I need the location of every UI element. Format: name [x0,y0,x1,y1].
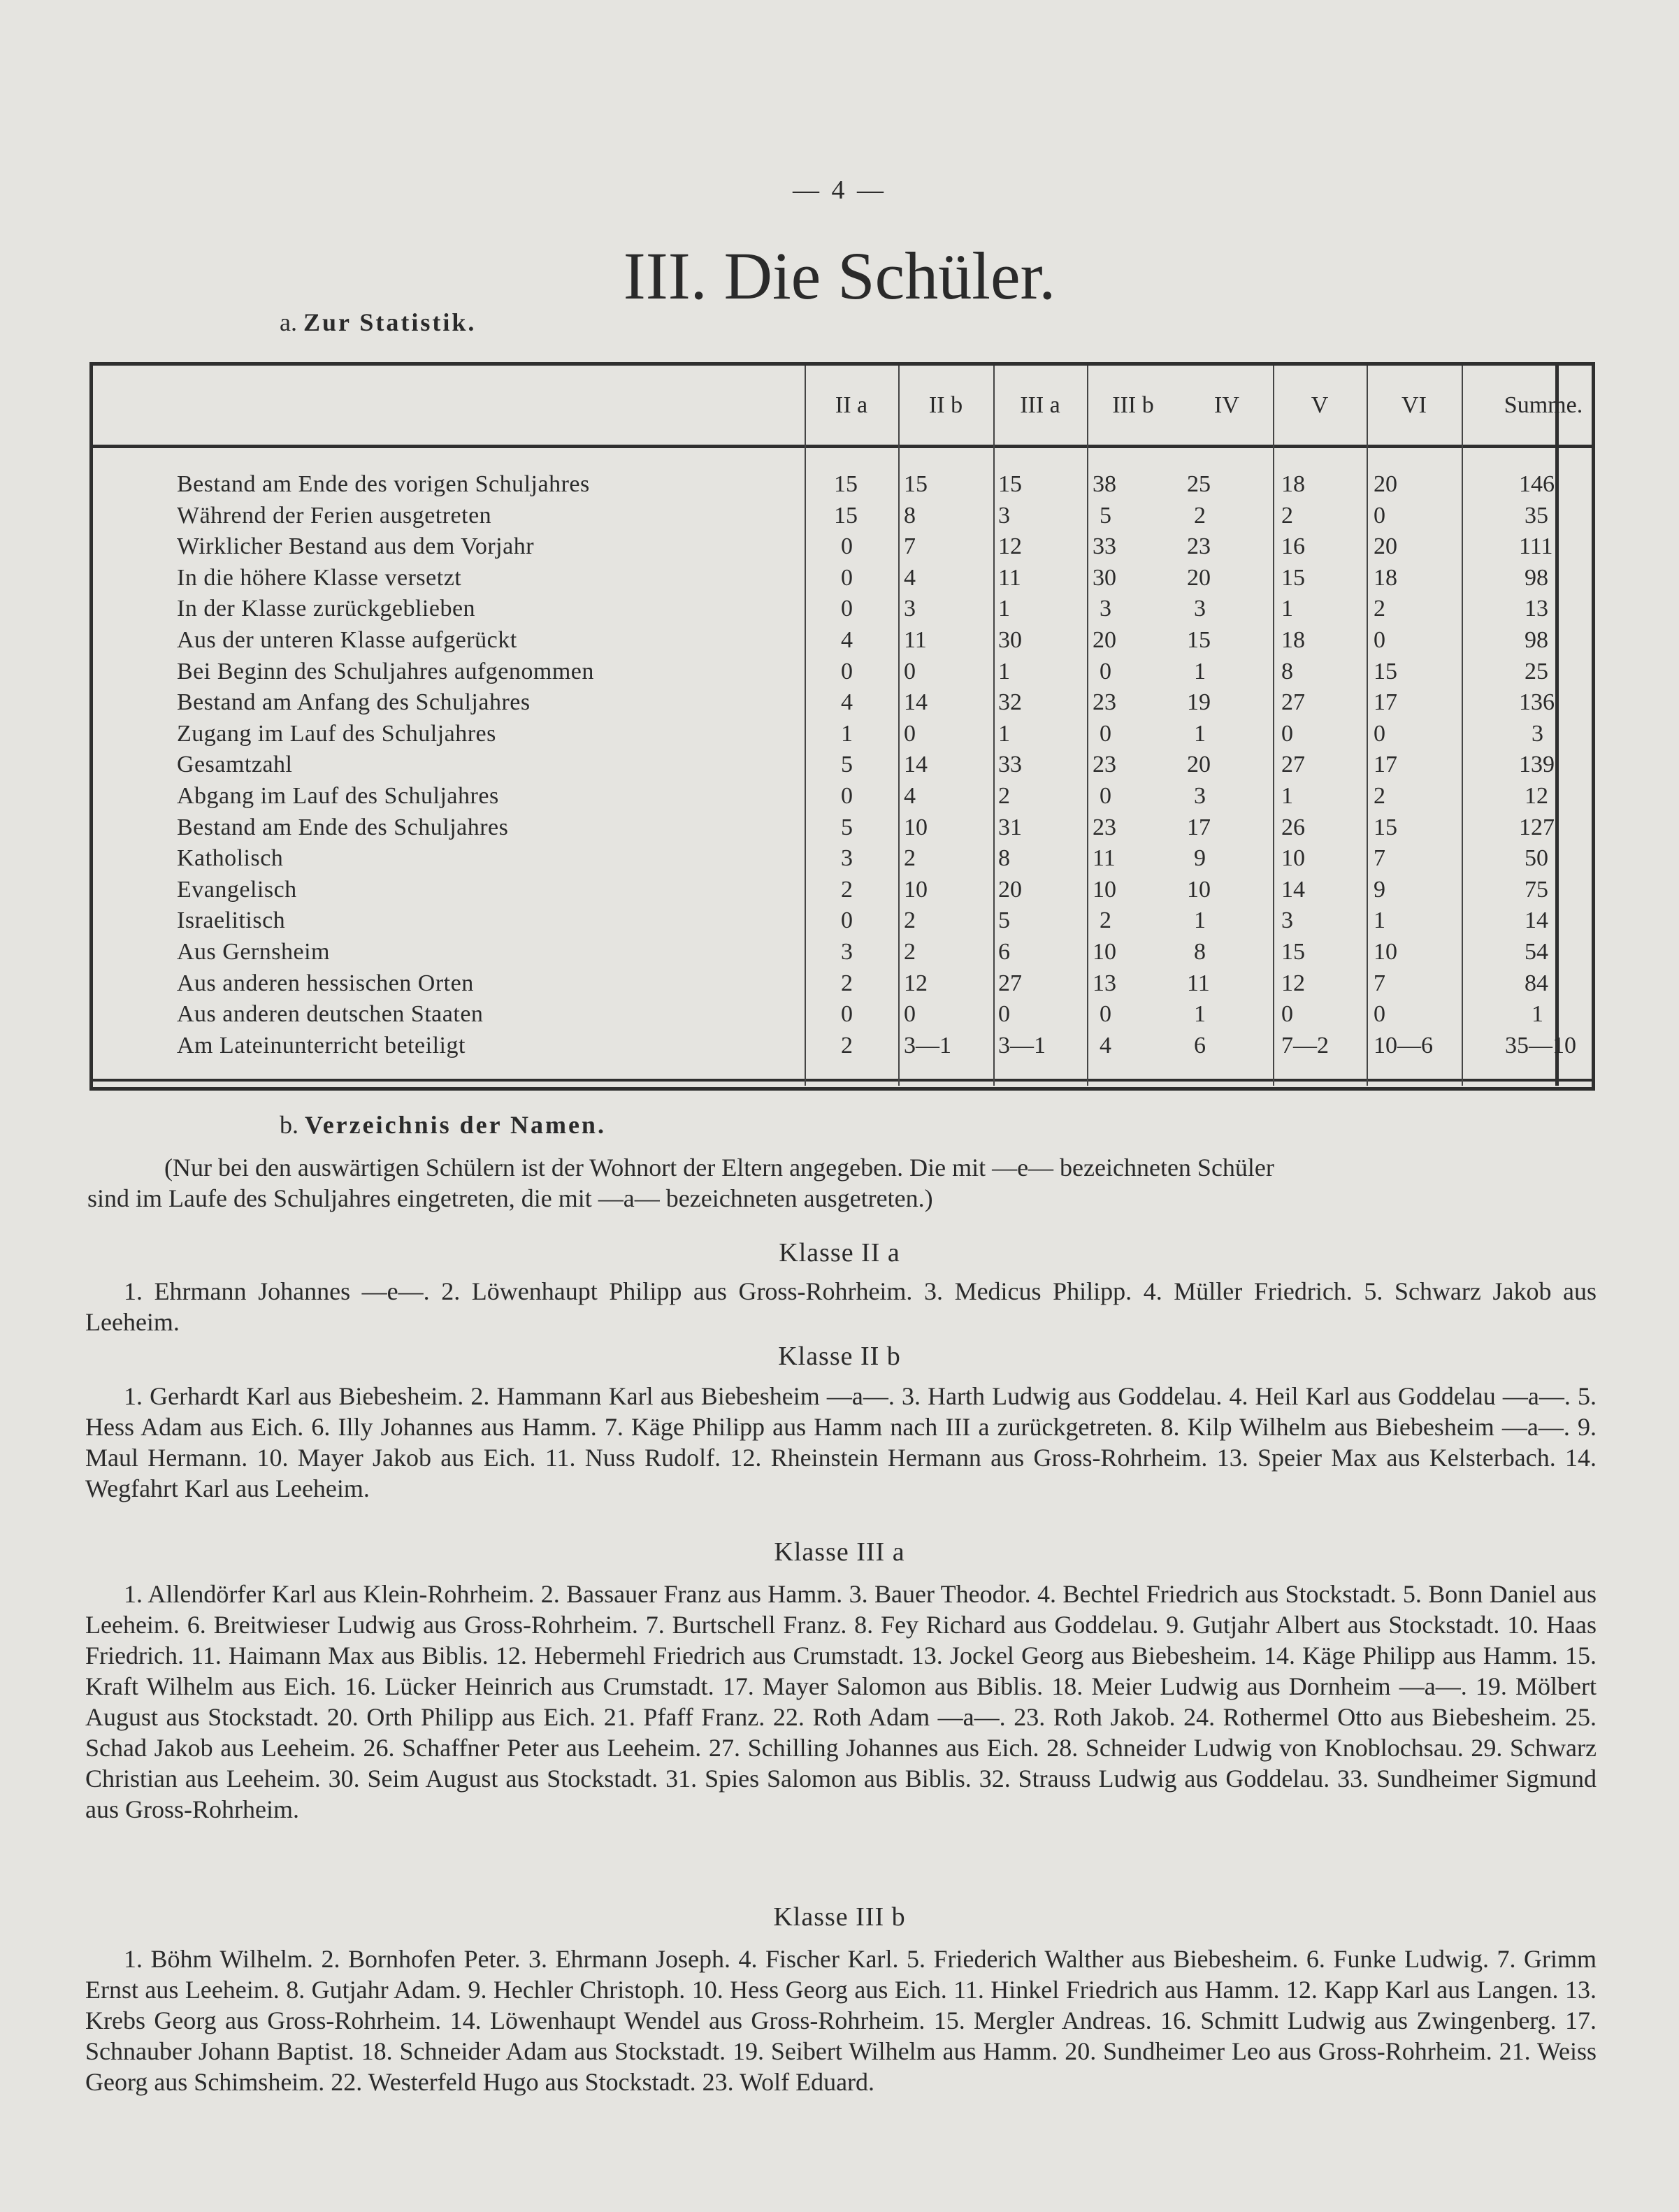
table-cell: 38 [1093,471,1116,497]
table-cell: 13 [1093,970,1116,996]
table-cell: 3—1 [904,1032,951,1058]
table-cell: 27 [1281,752,1305,778]
table-cell: 15 [1281,939,1305,965]
names-iia: 1. Ehrmann Johannes —e—. 2. Löwenhaupt Philipp aus Gross-Rohrheim. 3. Medicus Philipp. 4. Müller Friedrich. 5. Schwarz Jakob aus Leeheim. [85,1277,1597,1336]
table-cell: 3—1 [998,1032,1046,1058]
table-cell: 75 [1525,876,1548,903]
table-cell: 20 [1374,533,1397,560]
table-cell: 1 [1194,907,1206,934]
table-cell: 13 [1525,596,1548,622]
table-cell: 3 [1100,596,1111,622]
table-cell: 2 [1194,502,1206,529]
table-cell: 0 [904,720,916,747]
column-header: VI [1401,392,1427,418]
page-title: III. Die Schüler. [623,238,1056,313]
table-cell: 35—10 [1505,1032,1576,1058]
table-cell: 1 [998,720,1010,747]
table-cell: 0 [1100,658,1111,684]
table-cell: 3 [841,845,853,872]
table-cell: 4 [841,689,853,716]
table-cell: 18 [1374,564,1397,591]
table-cell: 25 [1525,658,1548,684]
table-cell: 7 [904,533,916,560]
table-cell: 8 [1194,939,1206,965]
table-cell: 23 [1187,533,1211,560]
row-label: Bestand am Anfang des Schuljahres [177,689,531,716]
names-iib: 1. Gerhardt Karl aus Biebesheim. 2. Hammann Karl aus Biebesheim —a—. 3. Harth Ludwig aus Goddelau. 4. Heil Karl aus Goddelau —a—. 5. Hess Adam aus Eich. 6. Illy Johannes aus Hamm. 7. Käge Philipp aus Hamm nach III a zurückgetreten. 8. Kilp Wilhelm aus Biebesheim —a—. 9. Maul Hermann. 10. Mayer Jakob aus Eich. 11. Nuss Rudolf. 12. Rheinstein Hermann aus Gross-Rohrheim. 13. Speier Max aus Kelsterbach. 14. Wegfahrt Karl aus Leeheim. [85,1382,1597,1502]
table-cell: 15 [998,471,1022,497]
table-cell: 31 [998,814,1022,840]
table-cell: 5 [998,907,1010,934]
column-rule [993,366,995,1086]
table-cell: 14 [904,689,928,716]
table-cell: 1 [1281,783,1293,809]
column-header: III b [1112,392,1154,418]
table-cell: 1 [1532,1001,1543,1028]
table-cell: 0 [841,1001,853,1028]
row-label: Bestand am Ende des vorigen Schuljahres [177,471,590,497]
table-cell: 4 [904,783,916,809]
row-label: Katholisch [177,845,284,872]
table-cell: 0 [998,1001,1010,1028]
class-title-iiib: Klasse III b [773,1902,906,1932]
table-cell: 5 [841,752,853,778]
table-cell: 4 [904,564,916,591]
section-a-prefix: a. [280,308,297,336]
table-cell: 0 [1100,783,1111,809]
table-cell: 2 [1100,907,1111,934]
class-list-iiia [85,1579,1597,1825]
table-cell: 15 [1374,658,1397,684]
table-cell: 15 [834,502,858,529]
column-header: II a [835,392,868,418]
table-cell: 2 [841,970,853,996]
table-cell: 6 [1194,1032,1206,1058]
table-cell: 10 [1374,939,1397,965]
table-cell: 2 [904,939,916,965]
table-cell: 2 [998,783,1010,809]
table-cell: 10 [904,876,928,903]
table-cell: 0 [841,596,853,622]
names-iiib: 1. Böhm Wilhelm. 2. Bornhofen Peter. 3. Ehrmann Joseph. 4. Fischer Karl. 5. Friederich Walther aus Biebesheim. 6. Funke Ludwig. 7. Grimm Ernst aus Leeheim. 8. Gutjahr Adam. 9. Hechler Christoph. 10. Hess Georg aus Eich. 11. Hinkel Friedrich aus Hamm. 12. Kapp Karl aus Langen. 13. Krebs Georg aus Gross-Rohrheim. 14. Löwenhaupt Wendel aus Gross-Rohrheim. 15. Mergler Andreas. 16. Schmitt Ludwig aus Zwingenberg. 17. Schnauber Johann Baptist. 18. Schneider Adam aus Stockstadt. 19. Seibert Wilhelm aus Hamm. 20. Sundheimer Leo aus Gross-Rohrheim. 21. Weiss Georg aus Schimsheim. 22. Westerfeld Hugo aus Stockstadt. 23. Wolf Eduard. [85,1945,1597,2096]
table-cell: 33 [998,752,1022,778]
table-cell: 146 [1519,471,1555,497]
names-iiia: 1. Allendörfer Karl aus Klein-Rohrheim. 2. Bassauer Franz aus Hamm. 3. Bauer Theodor. 4. Bechtel Friedrich aus Stockstadt. 5. Bonn Daniel aus Leeheim. 6. Breitwieser Ludwig aus Gross-Rohrheim. 7. Burtschell Franz. 8. Fey Richard aus Goddelau. 9. Gutjahr Albert aus Stockstadt. 10. Haas Friedrich. 11. Haimann Max aus Biblis. 12. Hebermehl Friedrich aus Crumstadt. 13. Jockel Georg aus Biebesheim. 14. Käge Philipp aus Hamm. 15. Kraft Wilhelm aus Eich. 16. Lücker Heinrich aus Crumstadt. 17. Mayer Salomon aus Biblis. 18. Meier Ludwig aus Dornheim —a—. 19. Mölbert August aus Stockstadt. 20. Orth Philipp aus Eich. 21. Pfaff Franz. 22. Roth Adam —a—. 23. Roth Jakob. 24. Rothermel Otto aus Biebesheim. 25. Schad Jakob aus Leeheim. 26. Schaffner Peter aus Leeheim. 27. Schilling Johannes aus Eich. 28. Schneider Ludwig von Knoblochsau. 29. Schwarz Christian aus Leeheim. 30. Seim August aus Stockstadt. 31. Spies Salomon aus Biblis. 32. Strauss Ludwig aus Goddelau. 33. Sundheimer Sigmund aus Gross-Rohrheim. [85,1580,1597,1823]
table-cell: 33 [1093,533,1116,560]
table-cell: 20 [1374,471,1397,497]
row-label: Aus anderen deutschen Staaten [177,1001,484,1028]
table-cell: 20 [1093,627,1116,653]
table-cell: 6 [998,939,1010,965]
table-cell: 3 [1194,783,1206,809]
row-label: Wirklicher Bestand aus dem Vorjahr [177,533,535,560]
column-rule [1555,366,1559,1086]
table-cell: 2 [1281,502,1293,529]
row-label: Gesamtzahl [177,752,293,778]
column-rule [805,366,806,1086]
names-intro [87,1152,1595,1214]
table-cell: 127 [1519,814,1555,840]
table-cell: 3 [841,939,853,965]
table-cell: 9 [1374,876,1385,903]
table-cell: 7 [1374,970,1385,996]
table-cell: 0 [1374,502,1385,529]
table-cell: 0 [1100,720,1111,747]
section-b-prefix: b. [280,1111,298,1139]
table-cell: 11 [1093,845,1116,872]
table-cell: 2 [841,1032,853,1058]
class-title-iiia: Klasse III a [774,1537,905,1567]
column-rule [1462,366,1463,1086]
column-rule [1273,366,1274,1086]
page-number: — 4 — [793,175,886,205]
table-cell: 20 [1187,752,1211,778]
table-cell: 14 [1281,876,1305,903]
table-cell: 23 [1093,814,1116,840]
table-cell: 2 [904,845,916,872]
table-cell: 10 [1187,876,1211,903]
table-cell: 0 [841,783,853,809]
column-header: V [1311,392,1329,418]
table-cell: 30 [1093,564,1116,591]
table-cell: 98 [1525,627,1548,653]
table-cell: 12 [904,970,928,996]
table-cell: 3 [1194,596,1206,622]
table-cell: 54 [1525,939,1548,965]
table-cell: 0 [904,1001,916,1028]
row-label: Evangelisch [177,876,297,903]
table-cell: 14 [1525,907,1548,934]
table-cell: 20 [1187,564,1211,591]
table-cell: 0 [904,658,916,684]
column-header: III a [1020,392,1060,418]
table-cell: 35 [1525,502,1548,529]
table-cell: 2 [841,876,853,903]
table-cell: 2 [1374,783,1385,809]
table-cell: 17 [1374,689,1397,716]
table-cell: 0 [841,907,853,934]
table-cell: 12 [1281,970,1305,996]
table-cell: 32 [998,689,1022,716]
class-title-iib: Klasse II b [778,1342,901,1371]
table-cell: 27 [1281,689,1305,716]
table-cell: 10 [1093,876,1116,903]
table-cell: 0 [1100,1001,1111,1028]
table-cell: 11 [1187,970,1210,996]
table-cell: 1 [1194,658,1206,684]
table-cell: 7 [1374,845,1385,872]
table-cell: 8 [904,502,916,529]
table-cell: 27 [998,970,1022,996]
table-cell: 0 [1281,720,1293,747]
table-cell: 10—6 [1374,1032,1433,1058]
table-cell: 4 [1100,1032,1111,1058]
table-cell: 20 [998,876,1022,903]
row-label: Zugang im Lauf des Schuljahres [177,720,496,747]
row-label: Aus Gernsheim [177,939,330,965]
table-cell: 10 [1281,845,1305,872]
table-cell: 3 [998,502,1010,529]
class-list-iiib [85,1944,1597,2097]
table-cell: 50 [1525,845,1548,872]
table-cell: 11 [904,627,927,653]
table-cell: 1 [998,658,1010,684]
row-label: Bei Beginn des Schuljahres aufgenommen [177,658,594,684]
intro-line-2: sind im Laufe des Schuljahres eingetreten, die mit —a— bezeichneten ausgetreten.) [87,1184,933,1212]
table-cell: 17 [1187,814,1211,840]
table-cell: 8 [998,845,1010,872]
statistics-table [89,362,1595,1091]
table-cell: 3 [1532,720,1543,747]
table-cell: 1 [1194,1001,1206,1028]
table-cell: 23 [1093,752,1116,778]
row-label: In die höhere Klasse versetzt [177,564,462,591]
table-cell: 2 [904,907,916,934]
table-cell: 15 [1281,564,1305,591]
table-cell: 2 [1374,596,1385,622]
section-b-heading [280,1110,606,1140]
section-b-label: Verzeichnis der Namen. [305,1111,606,1139]
table-cell: 12 [1525,783,1548,809]
table-cell: 3 [1281,907,1293,934]
table-cell: 15 [834,471,858,497]
row-label: Während der Ferien ausgetreten [177,502,492,529]
row-label: Am Lateinunterricht beteiligt [177,1032,466,1058]
table-cell: 17 [1374,752,1397,778]
row-label: In der Klasse zurückgeblieben [177,596,476,622]
table-cell: 0 [841,564,853,591]
table-cell: 18 [1281,627,1305,653]
table-cell: 5 [1100,502,1111,529]
table-cell: 5 [841,814,853,840]
row-label: Aus anderen hessischen Orten [177,970,474,996]
table-cell: 1 [1374,907,1385,934]
table-cell: 0 [841,533,853,560]
table-cell: 25 [1187,471,1211,497]
column-rule [1087,366,1088,1086]
column-rule [898,366,900,1086]
table-cell: 0 [1374,627,1385,653]
table-cell: 10 [1093,939,1116,965]
table-cell: 136 [1519,689,1555,716]
table-cell: 14 [904,752,928,778]
table-cell: 15 [1187,627,1211,653]
table-cell: 26 [1281,814,1305,840]
table-cell: 0 [1374,720,1385,747]
section-a-label: Zur Statistik. [303,308,477,336]
table-cell: 0 [841,658,853,684]
table-cell: 0 [1281,1001,1293,1028]
row-label: Aus der unteren Klasse aufgerückt [177,627,517,653]
table-cell: 3 [904,596,916,622]
table-cell: 30 [998,627,1022,653]
class-list-iia [85,1276,1597,1337]
column-rule [1367,366,1368,1086]
intro-line-1: (Nur bei den auswärtigen Schülern ist der Wohnort der Eltern angegeben. Die mit —e— bezeichneten Schüler [164,1154,1274,1182]
column-header: II b [928,392,963,418]
table-cell: 1 [841,720,853,747]
table-cell: 19 [1187,689,1211,716]
table-cell: 4 [841,627,853,653]
column-header: IV [1214,392,1239,418]
table-cell: 12 [998,533,1022,560]
table-cell: 9 [1194,845,1206,872]
table-cell: 7—2 [1281,1032,1329,1058]
row-label: Bestand am Ende des Schuljahres [177,814,509,840]
table-cell: 23 [1093,689,1116,716]
class-title-iia: Klasse II a [779,1238,900,1267]
table-cell: 15 [1374,814,1397,840]
table-cell: 16 [1281,533,1305,560]
row-label: Abgang im Lauf des Schuljahres [177,783,499,809]
table-cell: 84 [1525,970,1548,996]
table-cell: 1 [1281,596,1293,622]
table-cell: 111 [1519,533,1553,560]
class-list-iib [85,1381,1597,1504]
section-a-heading [280,308,476,337]
table-cell: 18 [1281,471,1305,497]
table-cell: 139 [1519,752,1555,778]
table-cell: 8 [1281,658,1293,684]
table-cell: 11 [998,564,1021,591]
table-cell: 0 [1374,1001,1385,1028]
table-cell: 1 [1194,720,1206,747]
table-cell: 98 [1525,564,1548,591]
table-cell: 10 [904,814,928,840]
table-cell: 15 [904,471,928,497]
column-header: Summe. [1504,392,1583,418]
row-label: Israelitisch [177,907,286,934]
table-cell: 1 [998,596,1010,622]
